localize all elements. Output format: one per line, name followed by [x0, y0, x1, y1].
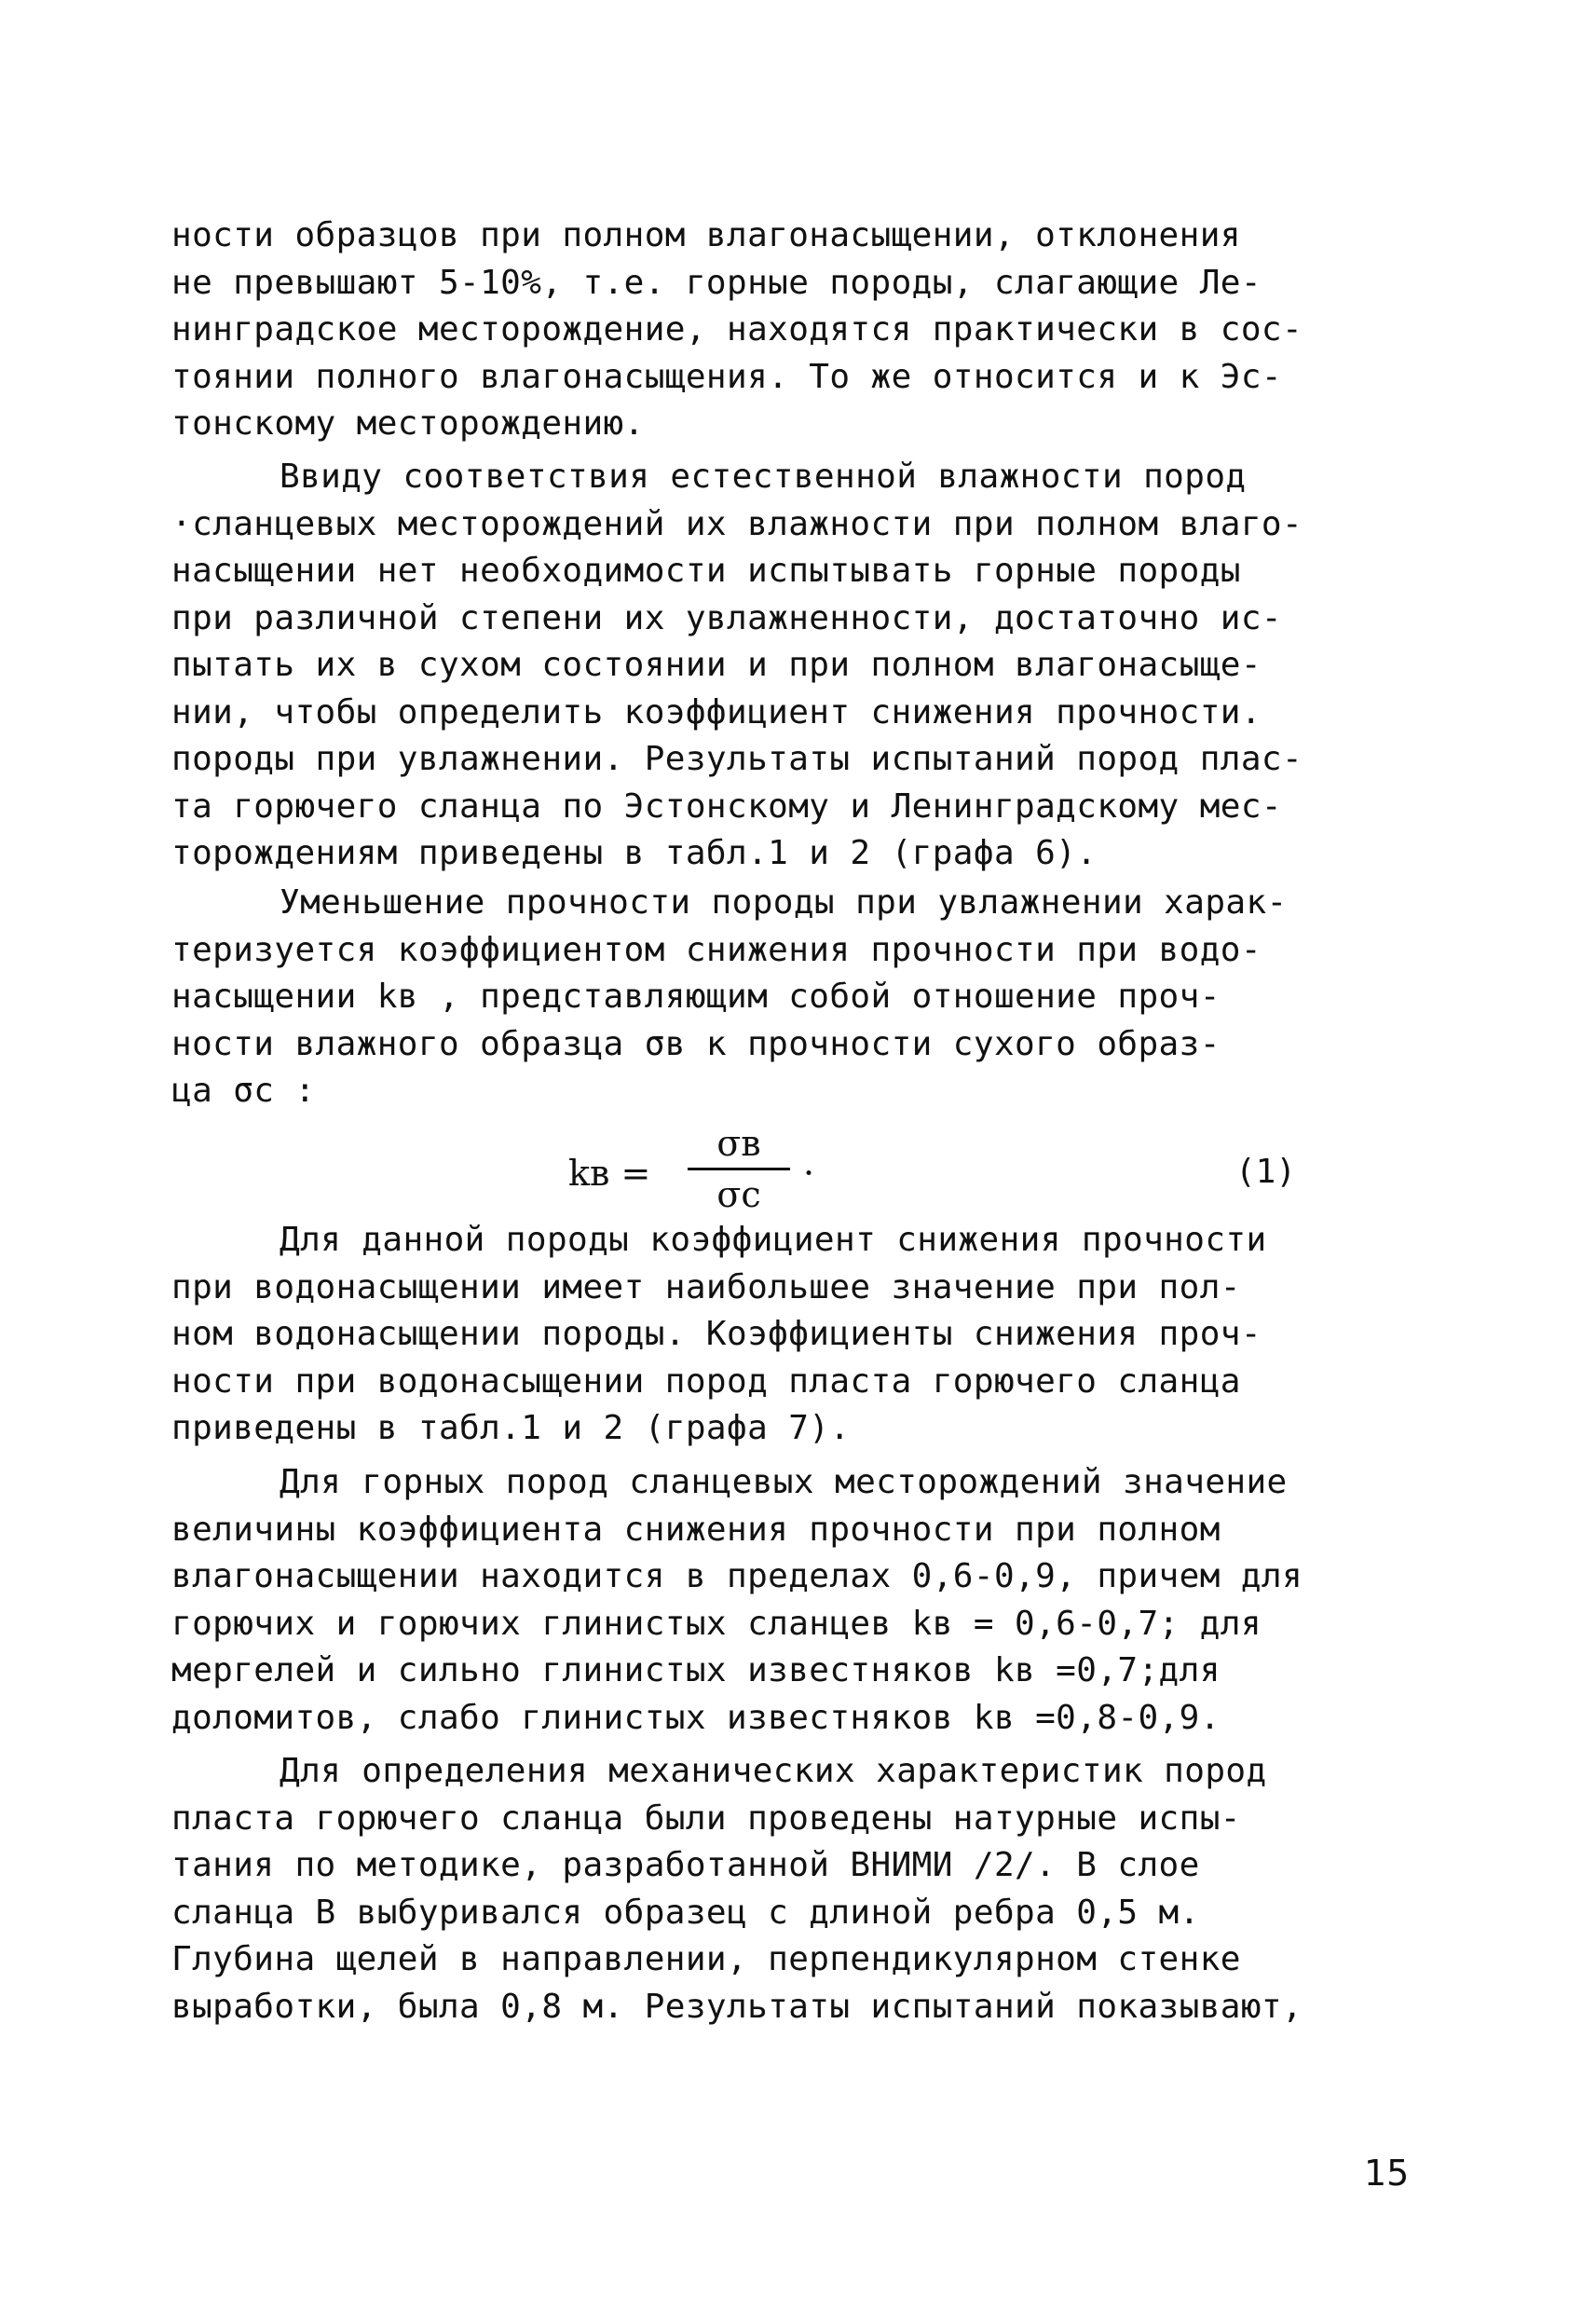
paragraph-4	[171, 1217, 1448, 1453]
formula-lhs: kв =	[568, 1153, 651, 1194]
text-line: при водонасыщении имеет наибольшее значение при пол-	[171, 1267, 1241, 1306]
text-line: доломитов, слабо глинистых известняков kв =0,8-0,9.	[171, 1698, 1221, 1737]
text-line: тонскому месторождению.	[171, 404, 645, 443]
text-line: приведены в табл.1 и 2 (графа 7).	[171, 1409, 851, 1447]
paragraph-2	[171, 454, 1448, 878]
formula-denominator: σс	[716, 1174, 761, 1215]
fraction-bar	[688, 1168, 790, 1170]
text-line: ности при водонасыщении пород пласта горючего сланца	[171, 1361, 1241, 1401]
text-line: тания по методике, разработанной ВНИМИ /2/. В слое	[171, 1846, 1200, 1884]
formula-number: (1)	[1235, 1153, 1297, 1191]
formula-fraction	[688, 1121, 790, 1217]
paragraph-5	[171, 1459, 1448, 1742]
paragraph-6	[171, 1748, 1448, 2031]
text-line: Для определения механических характеристик пород	[280, 1752, 1267, 1790]
text-line: ном водонасыщении породы. Коэффициенты снижения проч-	[171, 1315, 1262, 1353]
text-line: нии, чтобы определить коэффициент снижения прочности.	[171, 692, 1262, 732]
text-line: горючих и горючих глинистых сланцев kв = 0,6-0,7; для	[171, 1604, 1262, 1643]
text-line: Для горных пород сланцевых месторождений значение	[280, 1463, 1288, 1501]
text-line: теризуется коэффициентом снижения прочности при водо-	[171, 930, 1262, 969]
page-number: 15	[1364, 2153, 1410, 2194]
formula-trailing: ·	[803, 1153, 815, 1194]
text-line: Ввиду соответствия естественной влажности пород	[280, 458, 1247, 496]
formula-numerator: σв	[716, 1123, 761, 1164]
text-line: пласта горючего сланца были проведены натурные испы-	[171, 1798, 1241, 1838]
text-line: ца σс :	[171, 1072, 316, 1110]
text-line: породы при увлажнении. Результаты испытаний пород плас-	[171, 740, 1303, 778]
text-line: Уменьшение прочности породы при увлажнении харак-	[280, 883, 1288, 922]
text-line: величины коэффициента снижения прочности при полном	[171, 1510, 1221, 1549]
text-line: та горючего сланца по Эстонскому и Ленинградскому мес-	[171, 786, 1282, 826]
text-line: насыщении kв , представляющим собой отношение проч-	[171, 978, 1221, 1016]
text-line: ности образцов при полном влагонасыщении, отклонения	[171, 216, 1241, 254]
text-line: мергелей и сильно глинистых известняков kв =0,7;для	[171, 1651, 1221, 1689]
text-line: при различной степени их увлажненности, достаточно ис-	[171, 598, 1282, 637]
text-line: торождениям приведены в табл.1 и 2 (графа 6).	[171, 834, 1098, 872]
text-line: ности влажного образца σв к прочности сухого образ-	[171, 1024, 1221, 1063]
text-line: ·сланцевых месторождений их влажности при полном влаго-	[171, 504, 1303, 543]
text-line: не превышают 5-10%, т.е. горные породы, слагающие Ле-	[171, 263, 1262, 302]
text-line: выработки, была 0,8 м. Результаты испытаний показывают,	[171, 1987, 1303, 2026]
paragraph-1	[171, 212, 1448, 448]
text-line: нинградское месторождение, находятся практически в сос-	[171, 310, 1303, 349]
text-line: пытать их в сухом состоянии и при полном влагонасыще-	[171, 646, 1262, 684]
text-line: тоянии полного влагонасыщения. То же относится и к Эс-	[171, 357, 1282, 396]
text-line: Для данной породы коэффициент снижения прочности	[280, 1221, 1267, 1259]
text-line: Глубина щелей в направлении, перпендикулярном стенке	[171, 1940, 1241, 1978]
text-line: насыщении нет необходимости испытывать горные породы	[171, 552, 1241, 590]
text-line: сланца B выбуривался образец с длиной ребра 0,5 м.	[171, 1893, 1200, 1932]
text-line: влагонасыщении находится в пределах 0,6-0,9, причем для	[171, 1557, 1303, 1595]
paragraph-3	[171, 880, 1448, 1115]
